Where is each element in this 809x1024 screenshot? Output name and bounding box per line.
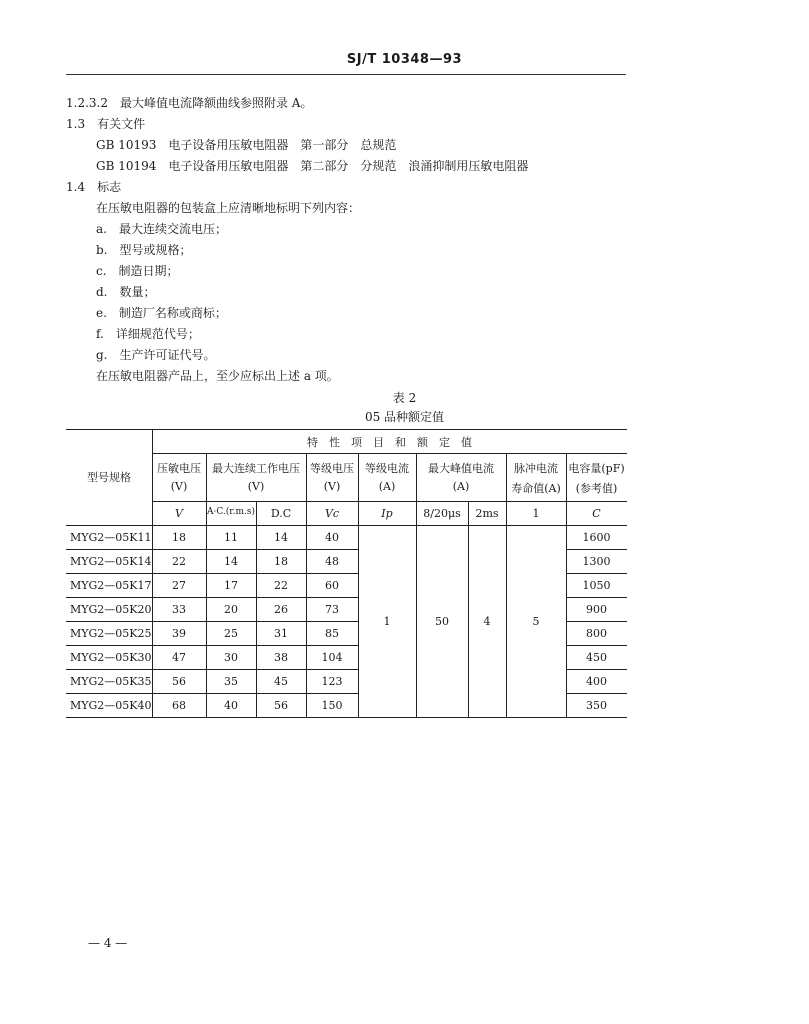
row-rule xyxy=(66,549,358,550)
row-rule xyxy=(66,645,358,646)
cap-row-rule xyxy=(566,693,627,694)
cap-row-rule xyxy=(566,645,627,646)
row-model: MYG2—05K25 xyxy=(70,627,152,640)
row-varistor-voltage: 18 xyxy=(172,531,186,544)
symbol-dc: D.C xyxy=(270,507,292,520)
row-ac-voltage: 17 xyxy=(224,579,238,592)
row-dc-voltage: 22 xyxy=(274,579,288,592)
row-capacitance: 900 xyxy=(586,603,607,616)
marking-closing: 在压敏电阻器产品上，至少应标出上述 a 项。 xyxy=(96,369,339,383)
col-header-clamp-voltage-unit: (V) xyxy=(323,480,341,493)
section-1-4-title: 1.4 标志 xyxy=(66,180,122,194)
row-model: MYG2—05K11 xyxy=(70,531,152,544)
symbol-ac: A·C.(r.m.s) xyxy=(207,507,255,517)
symbol-c: C xyxy=(592,507,601,520)
row-capacitance: 400 xyxy=(586,675,607,688)
col-header-max-continuous-voltage: 最大连续工作电压 xyxy=(212,462,300,475)
row-model: MYG2—05K40 xyxy=(70,699,152,712)
document-code-header: SJ/T 10348—93 xyxy=(346,52,463,67)
row-clamp-voltage: 150 xyxy=(321,699,343,712)
marking-item-e: e. 制造厂名称或商标； xyxy=(96,306,227,320)
symbol-vc: Vc xyxy=(324,507,340,520)
row-clamp-voltage: 123 xyxy=(321,675,343,688)
col-header-peak-current: 最大峰值电流 xyxy=(428,462,494,475)
row-ac-voltage: 20 xyxy=(224,603,238,616)
row-ac-voltage: 25 xyxy=(224,627,238,640)
row-varistor-voltage: 33 xyxy=(172,603,186,616)
symbol-one: 1 xyxy=(532,507,540,520)
header-rule xyxy=(152,501,627,502)
row-capacitance: 1600 xyxy=(582,531,611,544)
row-rule xyxy=(66,669,358,670)
row-dc-voltage: 45 xyxy=(274,675,288,688)
row-rule xyxy=(66,693,358,694)
col-header-model: 型号规格 xyxy=(87,471,131,484)
row-model: MYG2—05K35 xyxy=(70,675,152,688)
marking-item-a: a. 最大连续交流电压； xyxy=(96,222,227,236)
row-dc-voltage: 18 xyxy=(274,555,288,568)
col-header-varistor-voltage-unit: (V) xyxy=(170,480,188,493)
row-ac-voltage: 14 xyxy=(224,555,238,568)
symbol-ip: Ip xyxy=(381,507,393,520)
row-clamp-voltage: 40 xyxy=(325,531,339,544)
row-capacitance: 1050 xyxy=(582,579,611,592)
row-clamp-voltage: 73 xyxy=(325,603,339,616)
symbol-2ms: 2ms xyxy=(475,507,499,520)
symbol-rule xyxy=(66,525,627,526)
row-rule xyxy=(66,621,358,622)
col-header-clamp-current: 等级电流 xyxy=(365,462,409,475)
row-varistor-voltage: 47 xyxy=(172,651,186,664)
merged-peak-current-2ms: 4 xyxy=(483,615,491,628)
col-header-varistor-voltage: 压敏电压 xyxy=(157,462,201,475)
row-capacitance: 1300 xyxy=(582,555,611,568)
col-header-clamp-current-unit: (A) xyxy=(378,480,396,493)
row-dc-voltage: 26 xyxy=(274,603,288,616)
group-header: 特 性 项 目 和 额 定 值 xyxy=(307,436,472,449)
table-number: 表 2 xyxy=(392,391,417,405)
marking-item-c: c. 制造日期； xyxy=(96,264,179,278)
row-ac-voltage: 30 xyxy=(224,651,238,664)
row-model: MYG2—05K17 xyxy=(70,579,152,592)
row-dc-voltage: 31 xyxy=(274,627,288,640)
marking-item-g: g. 生产许可证代号。 xyxy=(96,348,216,362)
col-rule xyxy=(468,501,469,717)
row-clamp-voltage: 104 xyxy=(321,651,343,664)
clause-1-2-3-2: 1.2.3.2 最大峰值电流降额曲线参照附录 A。 xyxy=(66,96,313,110)
header-rule xyxy=(66,74,626,75)
marking-item-b: b. 型号或规格； xyxy=(96,243,192,257)
cap-row-rule xyxy=(566,669,627,670)
col-header-pulse-life: 脉冲电流 xyxy=(514,462,558,475)
row-model: MYG2—05K20 xyxy=(70,603,152,616)
merged-pulse-life: 5 xyxy=(532,615,540,628)
row-capacitance: 350 xyxy=(586,699,607,712)
cap-row-rule xyxy=(566,549,627,550)
row-rule xyxy=(66,573,358,574)
row-clamp-voltage: 60 xyxy=(325,579,339,592)
row-capacitance: 450 xyxy=(586,651,607,664)
merged-peak-current-8-20us: 50 xyxy=(435,615,449,628)
row-ac-voltage: 11 xyxy=(224,531,238,544)
row-dc-voltage: 38 xyxy=(274,651,288,664)
row-clamp-voltage: 48 xyxy=(325,555,339,568)
merged-clamp-current: 1 xyxy=(383,615,391,628)
group-header-rule xyxy=(152,453,627,454)
row-dc-voltage: 56 xyxy=(274,699,288,712)
col-header-max-continuous-voltage-unit: (V) xyxy=(247,480,265,493)
page-number: — 4 — xyxy=(88,936,128,950)
cap-row-rule xyxy=(566,573,627,574)
marking-intro: 在压敏电阻器的包装盒上应清晰地标明下列内容： xyxy=(96,201,361,215)
row-varistor-voltage: 39 xyxy=(172,627,186,640)
row-ac-voltage: 40 xyxy=(224,699,238,712)
row-model: MYG2—05K30 xyxy=(70,651,152,664)
row-varistor-voltage: 27 xyxy=(172,579,186,592)
col-header-pulse-life-2: 寿命值(A) xyxy=(511,482,561,495)
symbol-8-20us: 8/20μs xyxy=(423,507,461,520)
row-capacitance: 800 xyxy=(586,627,607,640)
col-header-capacitance: 电容量(pF) xyxy=(568,462,625,475)
col-header-clamp-voltage: 等级电压 xyxy=(310,462,354,475)
table-bottom-rule xyxy=(66,717,627,718)
section-1-3-title: 1.3 有关文件 xyxy=(66,117,146,131)
row-rule xyxy=(66,597,358,598)
col-header-capacitance-2: (参考值) xyxy=(575,482,618,495)
row-varistor-voltage: 22 xyxy=(172,555,186,568)
reference-gb10194: GB 10194 电子设备用压敏电阻器 第二部分 分规范 浪涌抑制用压敏电阻器 xyxy=(96,159,529,173)
marking-item-d: d. 数量； xyxy=(96,285,156,299)
row-varistor-voltage: 68 xyxy=(172,699,186,712)
row-ac-voltage: 35 xyxy=(224,675,238,688)
cap-row-rule xyxy=(566,597,627,598)
reference-gb10193: GB 10193 电子设备用压敏电阻器 第一部分 总规范 xyxy=(96,138,397,152)
row-varistor-voltage: 56 xyxy=(172,675,186,688)
ratings-table xyxy=(66,429,627,719)
row-clamp-voltage: 85 xyxy=(325,627,339,640)
col-header-peak-current-unit: (A) xyxy=(452,480,470,493)
row-dc-voltage: 14 xyxy=(274,531,288,544)
marking-item-f: f. 详细规范代号； xyxy=(96,327,200,341)
symbol-v: V xyxy=(175,507,183,520)
table-top-rule xyxy=(66,429,627,430)
table-title: 05 品种额定值 xyxy=(364,410,445,424)
row-model: MYG2—05K14 xyxy=(70,555,152,568)
cap-row-rule xyxy=(566,621,627,622)
